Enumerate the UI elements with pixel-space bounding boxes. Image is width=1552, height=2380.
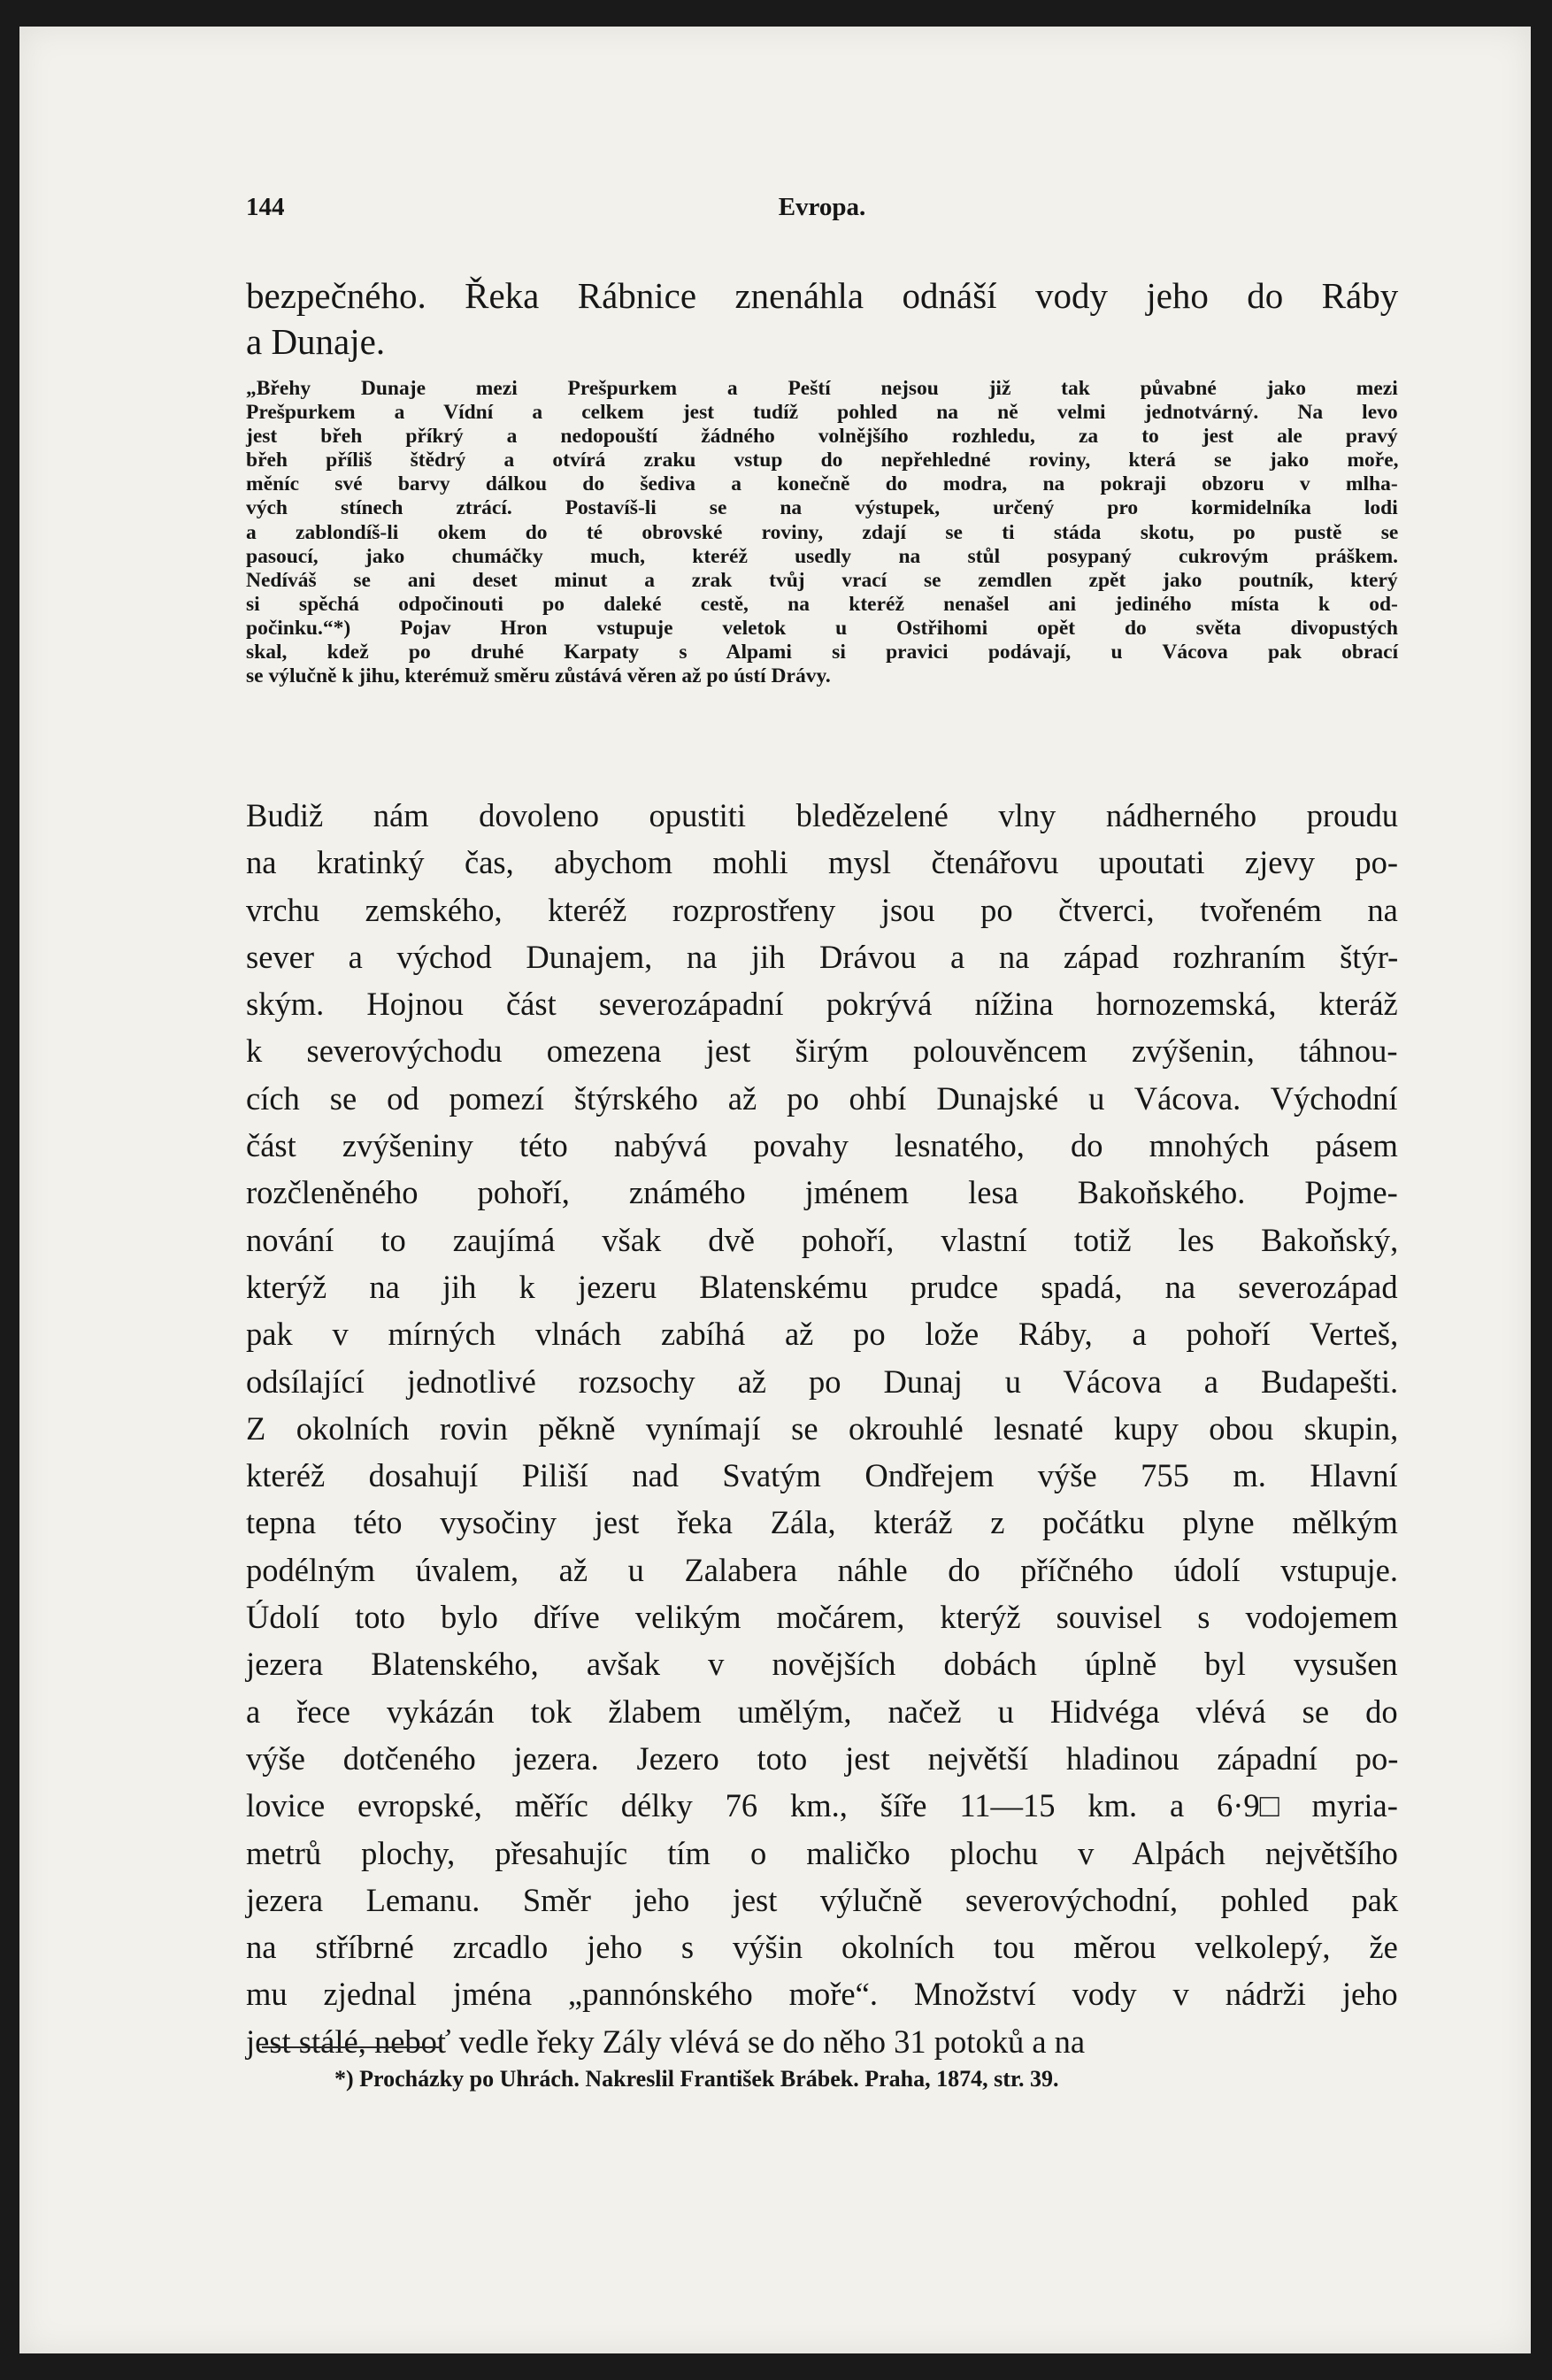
quote-line: si spěchá odpočinouti po daleké cestě, na kteréž nenašel ani jediného místa k od- xyxy=(246,592,1398,616)
body-line: nování to zaujímá však dvě pohoří, vlastní totiž les Bakoňský, xyxy=(246,1221,1399,1258)
body-line: Z okolních rovin pěkně vynímají se okrouhlé lesnaté kupy obou skupin, xyxy=(246,1409,1399,1447)
text-line: a Dunaje. xyxy=(246,321,386,362)
quote-line: pasoucí, jako chumáčky much, kteréž usedly na stůl posypaný cukrovým práškem. xyxy=(246,544,1399,568)
quote-line: a zablondíš-li okem do té obrovské roviny, zdají se ti stáda skotu, po pustě se xyxy=(246,520,1399,544)
quote-line: Nedíváš se ani deset minut a zrak tvůj vrací se zemdlen zpět jako poutník, který xyxy=(246,568,1398,592)
body-line: podélným úvalem, až u Zalabera náhle do příčného údolí vstupuje. xyxy=(246,1551,1399,1588)
body-line: rozčleněného pohoří, známého jménem lesa Bakoňského. Pojme- xyxy=(246,1174,1398,1211)
body-line: jezera Lemanu. Směr jeho jest výlučně severovýchodní, pohled pak xyxy=(246,1881,1399,1918)
text-line: bezpečného. Řeka Rábnice znenáhla odnáší vody jeho do Ráby xyxy=(246,275,1399,316)
footnote-rule xyxy=(262,2046,441,2048)
footnote xyxy=(246,2065,1398,2093)
quote-line: se výlučně k jihu, kterémuž směru zůstává věren až po ústí Drávy. xyxy=(246,664,831,688)
quote-line: břeh příliš štědrý a otvírá zraku vstup do nepřehledné roviny, která se jako moře, xyxy=(246,449,1399,472)
quote-line: skal, kdež po druhé Karpaty s Alpami si pravici podávají, u Vácova pak obrací xyxy=(246,641,1399,664)
body-line: kterýž na jih k jezeru Blatenskému prudce spadá, na severozápad xyxy=(246,1268,1398,1305)
body-line: kteréž dosahují Piliší nad Svatým Ondřejem výše 755 m. Hlavní xyxy=(246,1457,1398,1494)
quote-line: Prešpurkem a Vídní a celkem jest tudíž pohled na ně velmi jednotvárný. Na levo xyxy=(246,401,1398,425)
body-line: lovice evropské, měříc délky 76 km., šíře 11—15 km. a 6·9□ myria- xyxy=(246,1787,1398,1824)
body-line: a řece vykázán tok žlabem umělým, načež u Hidvéga vlévá se do xyxy=(246,1693,1398,1730)
body-line: sever a východ Dunajem, na jih Drávou a na západ rozhraním štýr- xyxy=(246,938,1399,975)
quote-line: počinku.“*) Pojav Hron vstupuje veletok u Ostřihomi opět do světa divopustých xyxy=(246,616,1398,640)
body-line: vrchu zemského, kteréž rozprostřeny jsou po čtverci, tvořeném na xyxy=(246,891,1398,928)
quote-line: vých stínech ztrácí. Postavíš-li se na výstupek, určený pro kormidelníka lodi xyxy=(246,496,1398,520)
footnote-text: *) Procházky po Uhrách. Nakreslil František Brábek. Praha, 1874, str. 39. xyxy=(334,2066,1059,2092)
body-line: mu zjednal jména „pannónského moře“. Množství vody v nádrži jeho xyxy=(246,1976,1398,2013)
quote-line: měníc své barvy dálkou do šediva a konečně do modra, na pokraji obzoru v mlha- xyxy=(246,472,1398,496)
main-paragraph xyxy=(246,792,1398,2065)
quotation-block xyxy=(246,377,1398,688)
body-line: cích se od pomezí štýrského až po ohbí Dunajské u Vácova. Východní xyxy=(246,1079,1398,1117)
body-line: tepna této vysočiny jest řeka Zála, kteráž z počátku plyne mělkým xyxy=(246,1504,1398,1541)
body-line: na kratinký čas, abychom mohli mysl čtenářovu upoutati zjevy po- xyxy=(246,844,1399,881)
body-line: jezera Blatenského, avšak v novějších dobách úplně byl vysušen xyxy=(246,1646,1398,1683)
running-title: Evropa. xyxy=(778,193,866,221)
intro-paragraph xyxy=(246,273,1398,365)
page-number: 144 xyxy=(246,193,285,221)
quote-line: jest břeh příkrý a nedopouští žádného volnějšího rozhledu, za to jest ale pravý xyxy=(246,425,1398,449)
body-line: výše dotčeného jezera. Jezero toto jest největší hladinou západní po- xyxy=(246,1739,1399,1777)
body-line: jest stálé, neboť vedle řeky Zály vlévá se do něho 31 potoků a na xyxy=(246,2023,1086,2060)
body-line: část zvýšeniny této nabývá povahy lesnatého, do mnohých pásem xyxy=(246,1127,1398,1164)
body-line: odsílající jednotlivé rozsochy až po Dunaj u Vácova a Budapešti. xyxy=(246,1363,1399,1400)
page-header xyxy=(246,193,1398,228)
body-line: Údolí toto bylo dříve velikým močárem, kterýž souvisel s vodojemem xyxy=(246,1599,1398,1636)
body-line: pak v mírných vlnách zabíhá až po lože Ráby, a pohoří Verteš, xyxy=(246,1316,1399,1353)
quote-line: „Břehy Dunaje mezi Prešpurkem a Peští nejsou již tak půvabné jako mezi xyxy=(246,377,1398,400)
body-line: Budiž nám dovoleno opustiti bledězelené vlny nádherného proudu xyxy=(246,797,1399,833)
body-line: ským. Hojnou část severozápadní pokrývá nížina hornozemská, kteráž xyxy=(246,986,1398,1023)
body-line: metrů plochy, přesahujíc tím o maličko plochu v Alpách největšího xyxy=(246,1834,1398,1871)
body-line: na stříbrné zrcadlo jeho s výšin okolních tou měrou velkolepý, že xyxy=(246,1929,1398,1966)
body-line: k severovýchodu omezena jest širým polouvěncem zvýšenin, táhnou- xyxy=(246,1033,1398,1070)
